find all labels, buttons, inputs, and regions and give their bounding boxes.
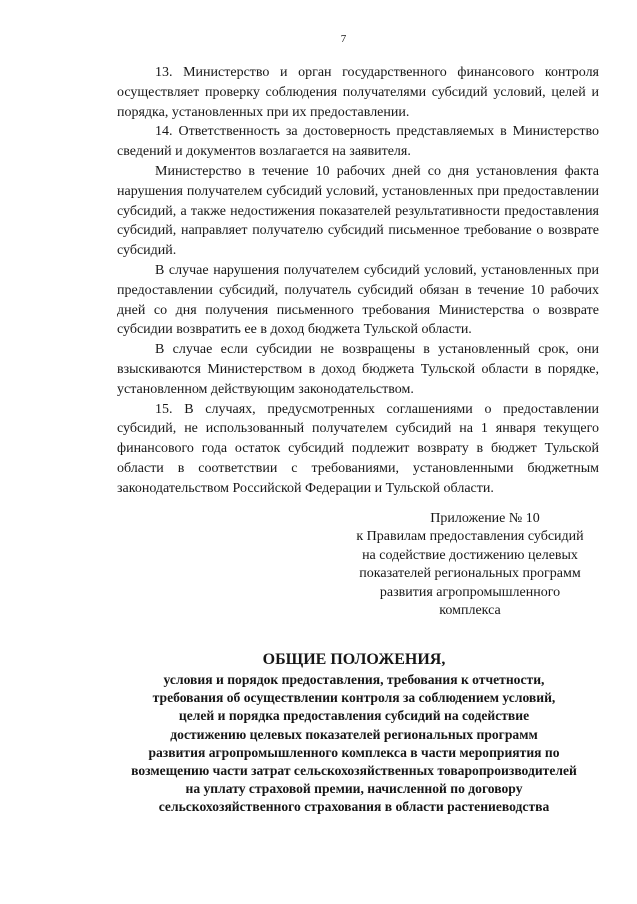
- heading-line: возмещению части затрат сельскохозяйственных товаропроизводителей: [131, 763, 577, 779]
- paragraph-return-obligation: В случае нарушения получателем субсидий условий, установленных при предоставлении субсидий, получатель субсидий обязан в течение 10 рабочих дней со дня получения письменного требования Министерства о возврате субсидии возвратить ее в доход бюджета Тульской области.: [117, 262, 599, 338]
- paragraph-14: 14. Ответственность за достоверность представляемых в Министерство сведений и документов возлагается на заявителя.: [117, 124, 599, 160]
- page-number: 7: [340, 33, 347, 45]
- appendix-line: показателей региональных программ: [359, 566, 581, 582]
- heading-line: требования об осуществлении контроля за соблюдением условий,: [152, 690, 556, 706]
- appendix-line: к Правилам предоставления субсидий: [356, 529, 584, 545]
- heading-line: на уплату страховой премии, начисленной по договору: [185, 781, 523, 797]
- paragraph-15: 15. В случаях, предусмотренных соглашениями о предоставлении субсидий, не использованный получателем субсидий на 1 января текущего финансового года остаток субсидий подлежит возврату в бюджет Тульской области в соответствии с требованиями, установленными бюджетным законодательством Российской Федерации и Тульской области.: [117, 401, 599, 496]
- appendix-line: развития агропромышленного: [379, 584, 561, 600]
- appendix-title: Приложение № 10: [430, 511, 540, 526]
- heading-line: достижению целевых показателей региональных программ: [170, 726, 538, 742]
- paragraph-13: 13. Министерство и орган государственного финансового контроля осуществляет проверку соблюдения получателями субсидий условий, целей и порядка, установленных при их предоставлении.: [117, 65, 599, 120]
- heading-line: сельскохозяйственного страхования в области растениеводства: [158, 799, 550, 815]
- heading-title: ОБЩИЕ ПОЛОЖЕНИЯ,: [262, 651, 446, 668]
- heading-line: целей и порядка предоставления субсидий на содействие: [178, 708, 530, 724]
- appendix-block: [334, 510, 606, 620]
- section-heading: [99, 649, 609, 817]
- paragraph-violation-notice: Министерство в течение 10 рабочих дней со дня установления факта нарушения получателем субсидий условий, установленных при предоставлении субсидий, а также недостижения показателей результативности предоставления субсидий, направляет получателю субсидий письменное требование о возврате субсидий.: [117, 163, 599, 259]
- paragraph-recovery: В случае если субсидии не возвращены в установленный срок, они взыскиваются Министерством в доход бюджета Тульской области в порядке, установленном действующим законодательством.: [117, 342, 599, 397]
- body-text: [117, 63, 599, 499]
- appendix-line: комплекса: [439, 603, 501, 619]
- appendix-line: на содействие достижению целевых: [362, 547, 578, 563]
- heading-line: условия и порядок предоставления, требования к отчетности,: [163, 672, 545, 687]
- heading-line: развития агропромышленного комплекса в части мероприятия по: [148, 744, 560, 760]
